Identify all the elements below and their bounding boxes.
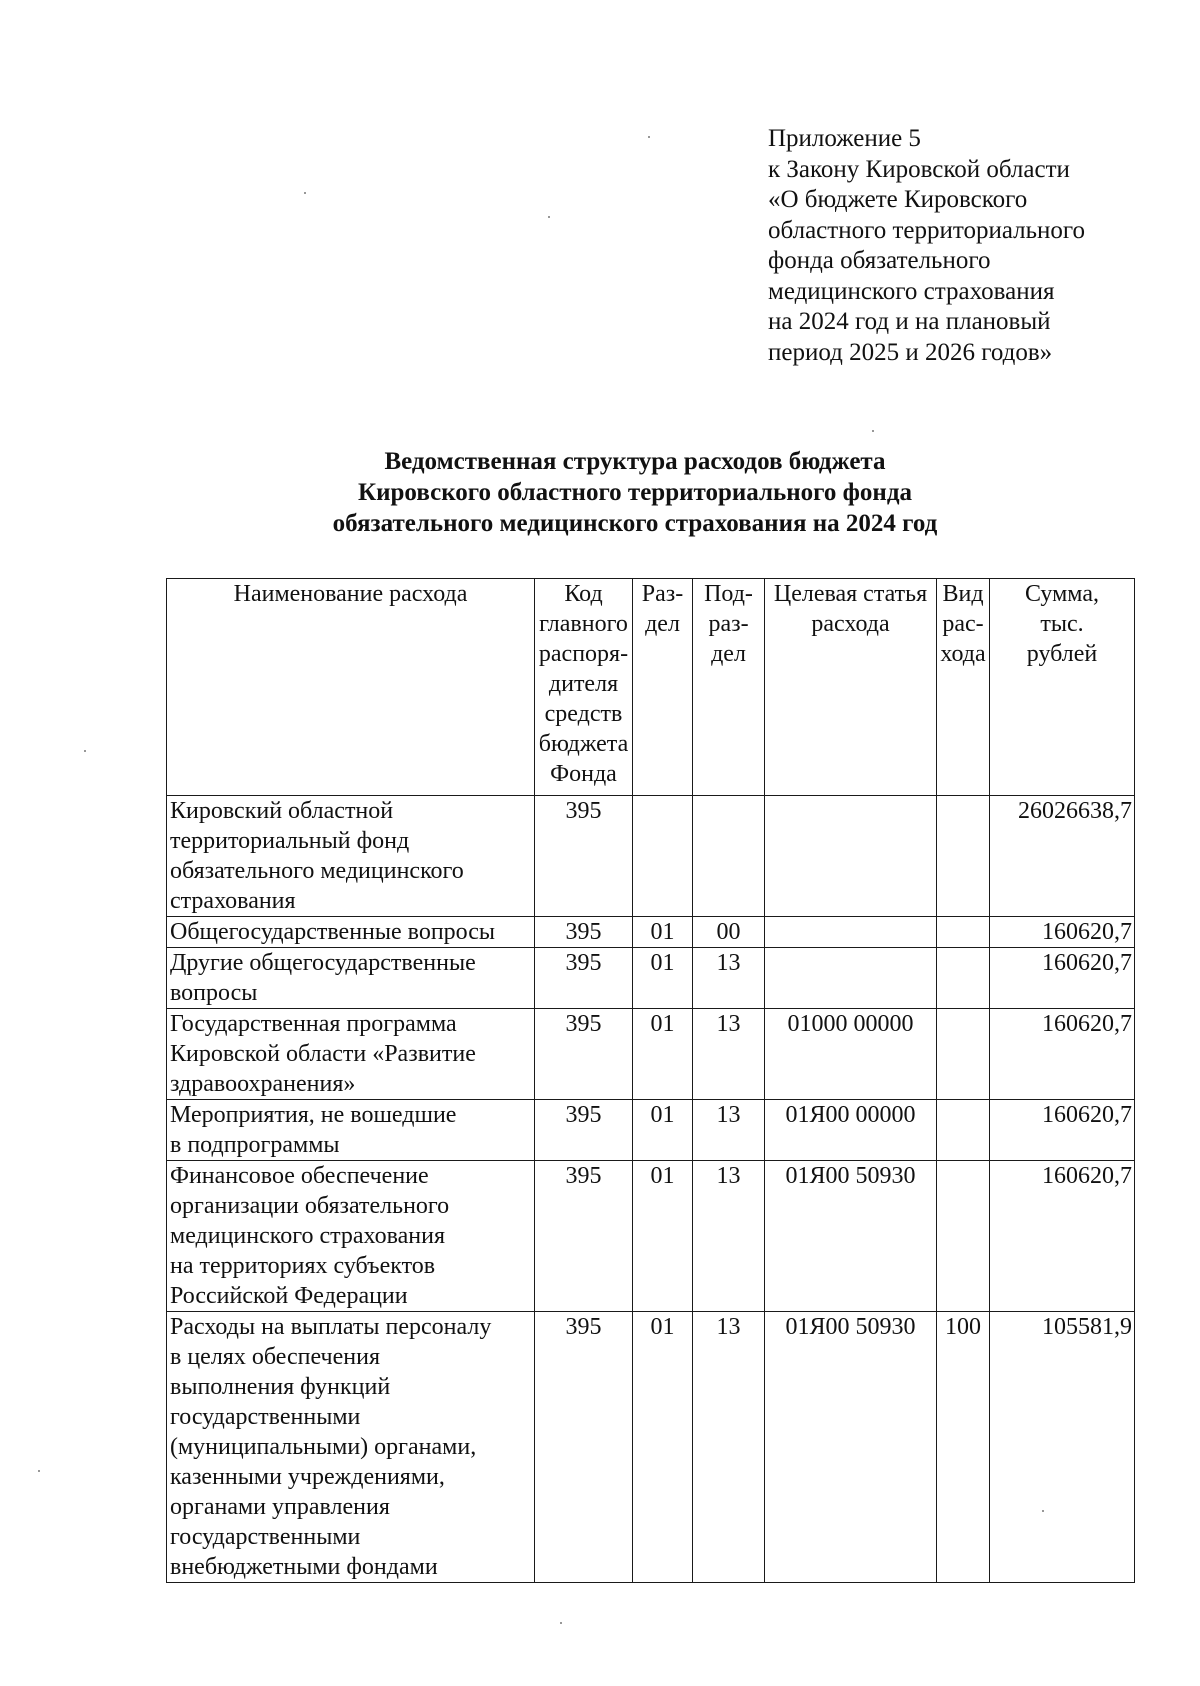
cell-sum: 160620,7: [990, 1009, 1135, 1100]
appendix-line: фонда обязательного: [768, 247, 991, 274]
name-line: Кировской области «Развитие: [170, 1041, 476, 1067]
cell-section: [633, 796, 693, 917]
title-line: Ведомственная структура расходов бюджета: [384, 448, 886, 475]
table-row: [167, 1100, 1135, 1161]
name-line: выполнения функций: [170, 1374, 391, 1400]
cell-section: 01: [633, 1100, 693, 1161]
cell-type: 100: [937, 1312, 990, 1583]
cell-sum: 160620,7: [990, 917, 1135, 948]
appendix-line: медицинского страхования: [768, 277, 1055, 305]
cell-code: 395: [535, 796, 633, 917]
name-line: на территориях субъектов: [170, 1253, 436, 1279]
cell-type: [937, 1161, 990, 1312]
cell-name: [167, 1312, 535, 1583]
header-type: [937, 579, 990, 796]
header-sum-line: Сумма,: [1025, 581, 1099, 607]
name-line: Другие общегосударственные: [170, 950, 476, 976]
cell-name: [167, 917, 535, 948]
cell-type: [937, 1100, 990, 1161]
cell-type: [937, 1009, 990, 1100]
title-line: Кировского областного территориального фонда: [358, 479, 912, 506]
cell-name: [167, 948, 535, 1009]
header-section: [633, 579, 693, 796]
scan-speck: [560, 1622, 562, 1624]
header-target: [765, 579, 937, 796]
appendix-line: к Закону Кировской области: [768, 155, 1070, 183]
header-code: [535, 579, 633, 796]
table-header-row: [167, 579, 1135, 796]
name-line: в подпрограммы: [170, 1132, 340, 1158]
header-type-line: Вид: [942, 581, 984, 607]
name-line: страхования: [170, 888, 296, 914]
cell-subsection: [693, 796, 765, 917]
cell-section: 01: [633, 948, 693, 1009]
name-line: государственными: [170, 1524, 361, 1550]
name-line: Финансовое обеспечение: [170, 1163, 429, 1189]
cell-target: [765, 948, 937, 1009]
name-line: обязательного медицинского: [170, 858, 464, 884]
cell-sum: 160620,7: [990, 1100, 1135, 1161]
header-name-line: Наименование расхода: [233, 581, 468, 607]
header-section-line: Раз-: [641, 581, 684, 607]
header-code-line: главного: [539, 611, 628, 637]
appendix-line: областного территориального: [768, 216, 1086, 244]
cell-subsection: 13: [693, 948, 765, 1009]
cell-name: [167, 796, 535, 917]
header-target-line: Целевая статья: [773, 581, 928, 607]
scan-speck: [1042, 1510, 1044, 1512]
cell-subsection: 00: [693, 917, 765, 948]
table-row: [167, 796, 1135, 917]
appendix-line: «О бюджете Кировского: [768, 186, 1028, 213]
header-code-line: бюджета: [538, 731, 629, 757]
name-line: Расходы на выплаты персоналу: [170, 1314, 492, 1340]
cell-target: [765, 917, 937, 948]
cell-subsection: 13: [693, 1312, 765, 1583]
scan-speck: [304, 192, 306, 194]
header-target-line: расхода: [811, 611, 890, 637]
table-row: [167, 1312, 1135, 1583]
cell-target: [765, 796, 937, 917]
header-section-line: дел: [645, 611, 680, 637]
name-line: территориальный фонд: [170, 828, 410, 854]
cell-code: 395: [535, 1161, 633, 1312]
name-line: Общегосударственные вопросы: [170, 919, 496, 945]
cell-name: [167, 1009, 535, 1100]
name-line: вопросы: [170, 980, 258, 1006]
cell-sum: 26026638,7: [990, 796, 1135, 917]
table-row: [167, 1009, 1135, 1100]
cell-type: [937, 948, 990, 1009]
name-line: органами управления: [170, 1494, 390, 1520]
cell-code: 395: [535, 948, 633, 1009]
header-code-line: дителя: [548, 671, 619, 697]
header-code-line: распоря-: [538, 641, 629, 667]
cell-subsection: 13: [693, 1161, 765, 1312]
name-line: организации обязательного: [170, 1193, 450, 1219]
header-subsection-line: раз-: [708, 611, 749, 637]
cell-subsection: 13: [693, 1009, 765, 1100]
scan-speck: [872, 430, 874, 432]
cell-code: 395: [535, 917, 633, 948]
header-code-line: средств: [544, 701, 623, 727]
name-line: медицинского страхования: [170, 1223, 446, 1249]
expenditure-table: [166, 578, 1135, 1583]
name-line: казенными учреждениями,: [170, 1464, 445, 1490]
title-line: обязательного медицинского страхования на 2024 год: [332, 510, 938, 537]
name-line: в целях обеспечения: [170, 1344, 380, 1370]
cell-sum: 160620,7: [990, 1161, 1135, 1312]
cell-code: 395: [535, 1312, 633, 1583]
cell-sum: 160620,7: [990, 948, 1135, 1009]
cell-section: 01: [633, 1161, 693, 1312]
cell-name: [167, 1100, 535, 1161]
cell-code: 395: [535, 1009, 633, 1100]
cell-sum: 105581,9: [990, 1312, 1135, 1583]
scan-speck: [548, 216, 550, 218]
cell-subsection: 13: [693, 1100, 765, 1161]
header-code-line: Код: [564, 581, 603, 607]
name-line: Государственная программа: [170, 1011, 457, 1037]
header-type-line: хода: [940, 641, 986, 667]
name-line: здравоохранения»: [170, 1071, 356, 1097]
header-subsection-line: дел: [711, 641, 746, 667]
cell-code: 395: [535, 1100, 633, 1161]
header-sum: [990, 579, 1135, 796]
cell-section: 01: [633, 1312, 693, 1583]
name-line: Мероприятия, не вошедшие: [170, 1102, 457, 1128]
cell-target: 01Я00 50930: [765, 1161, 937, 1312]
scan-speck: [648, 136, 650, 138]
scan-speck: [38, 1470, 40, 1472]
name-line: (муниципальными) органами,: [170, 1434, 477, 1460]
cell-target: 01000 00000: [765, 1009, 937, 1100]
name-line: Кировский областной: [170, 798, 394, 824]
appendix-line: период 2025 и 2026 годов»: [768, 338, 1053, 366]
cell-type: [937, 917, 990, 948]
cell-name: [167, 1161, 535, 1312]
table-row: [167, 917, 1135, 948]
appendix-line: на 2024 год и на плановый: [768, 308, 1051, 335]
name-line: Российской Федерации: [170, 1283, 408, 1309]
header-name: [167, 579, 535, 796]
appendix-line: Приложение 5: [768, 125, 921, 152]
name-line: государственными: [170, 1404, 361, 1430]
header-subsection: [693, 579, 765, 796]
header-subsection-line: Под-: [704, 581, 753, 607]
cell-target: 01Я00 00000: [765, 1100, 937, 1161]
document-title: [150, 446, 1120, 539]
header-code-line: Фонда: [550, 761, 617, 787]
header-sum-line: рублей: [1026, 641, 1098, 667]
header-sum-line: тыс.: [1040, 611, 1084, 637]
cell-section: 01: [633, 917, 693, 948]
appendix-note: [768, 124, 1168, 368]
cell-target: 01Я00 50930: [765, 1312, 937, 1583]
scan-speck: [84, 750, 86, 752]
name-line: внебюджетными фондами: [170, 1554, 438, 1580]
cell-section: 01: [633, 1009, 693, 1100]
table-row: [167, 1161, 1135, 1312]
cell-type: [937, 796, 990, 917]
table-row: [167, 948, 1135, 1009]
header-type-line: рас-: [942, 611, 984, 637]
